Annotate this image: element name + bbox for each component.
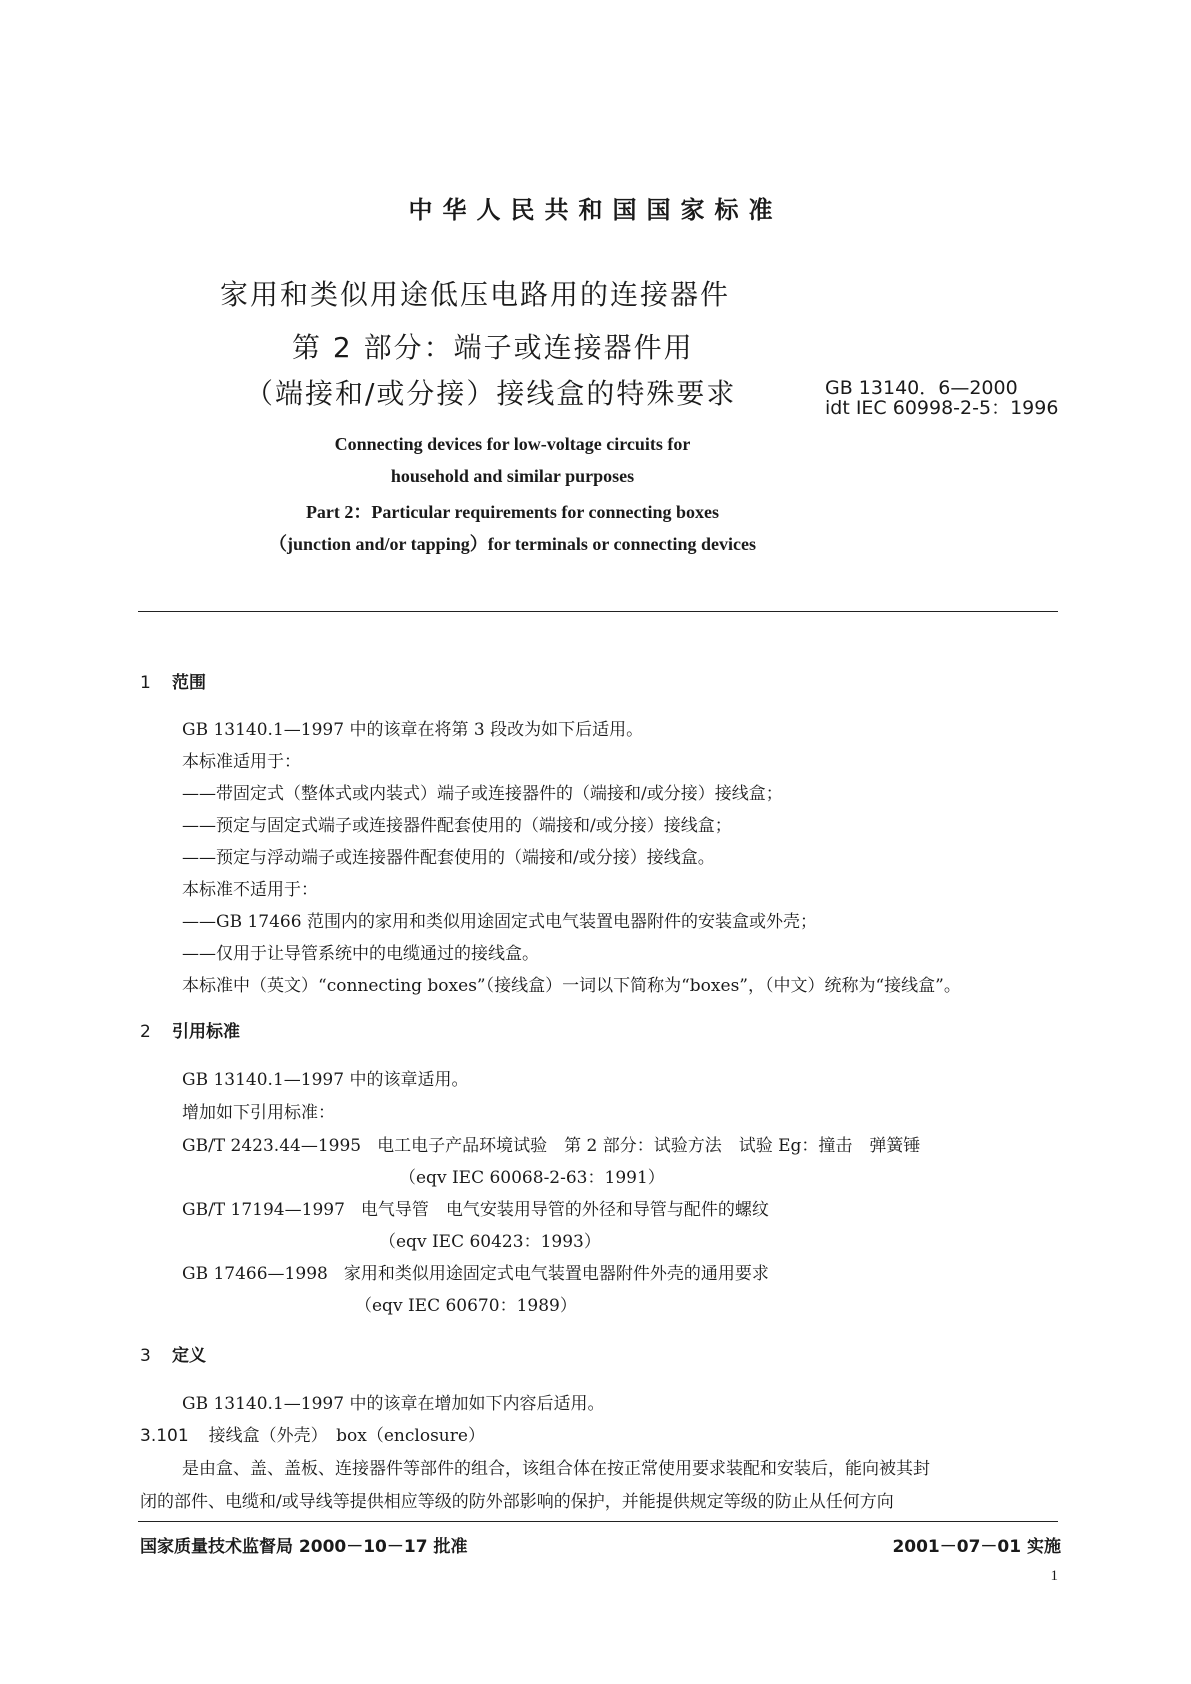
- reference-title: 电气导管 电气安装用导管的外径和导管与配件的螺纹: [360, 1200, 769, 1220]
- reference-eqv: （eqv IEC 60423：1993）: [379, 1232, 601, 1252]
- section-1-line: ——预定与浮动端子或连接器件配套使用的（端接和/或分接）接线盒。: [182, 848, 715, 868]
- chinese-title-line-1: 家用和类似用途低压电路用的连接器件: [220, 278, 731, 311]
- effective-date-statement: 2001－07－01 实施: [892, 1537, 1061, 1557]
- section-1-title: 范围: [172, 673, 206, 693]
- section-1-heading: [140, 668, 206, 693]
- definition-entry: [140, 1421, 485, 1446]
- section-1-line: ——GB 17466 范围内的家用和类似用途固定式电气装置电器附件的安装盒或外壳；: [182, 912, 817, 932]
- definition-term: 接线盒（外壳） box（enclosure）: [208, 1426, 485, 1446]
- footer-separator-rule: [138, 1521, 1058, 1522]
- definition-text-line: 闭的部件、电缆和/或导线等提供相应等级的防外部影响的保护，并能提供规定等级的防止从任何方向: [140, 1492, 894, 1512]
- english-title-line-4: （junction and/or tapping）for terminals or connecting devices: [268, 534, 756, 554]
- reference-code: GB/T 17194—1997: [182, 1200, 345, 1220]
- english-title-line-3: Part 2：Particular requirements for connecting boxes: [305, 502, 720, 522]
- section-2-intro: 增加如下引用标准：: [182, 1103, 335, 1123]
- section-3-title: 定义: [172, 1346, 206, 1366]
- section-2-title: 引用标准: [172, 1022, 240, 1042]
- section-2-heading: [140, 1017, 240, 1042]
- section-1-line: 本标准中（英文）“connecting boxes”（接线盒）一词以下简称为“boxes”，（中文）统称为“接线盒”。: [182, 976, 961, 996]
- english-title-line-1: Connecting devices for low-voltage circuits for: [334, 434, 691, 454]
- reference-eqv: （eqv IEC 60670：1989）: [355, 1296, 577, 1316]
- section-1-line: 本标准适用于：: [182, 752, 301, 772]
- title-separator-rule: [138, 611, 1058, 612]
- section-3-heading: [140, 1341, 206, 1366]
- section-1-line: ——预定与固定式端子或连接器件配套使用的（端接和/或分接）接线盒；: [182, 816, 732, 836]
- chinese-title-line-3: （端接和/或分接）接线盒的特殊要求: [245, 377, 737, 410]
- standard-code-block: [825, 378, 1058, 418]
- definition-number: 3.101: [140, 1426, 189, 1446]
- reference-entry: [182, 1131, 920, 1156]
- section-1-line: ——仅用于让导管系统中的电缆通过的接线盒。: [182, 944, 539, 964]
- reference-code: GB 17466—1998: [182, 1264, 328, 1284]
- standard-code-gb: GB 13140．6—2000: [825, 377, 1018, 399]
- approval-statement: 国家质量技术监督局 2000－10－17 批准: [140, 1537, 468, 1557]
- english-title-line-2: household and similar purposes: [390, 466, 635, 486]
- section-1-line: ——带固定式（整体式或内装式）端子或连接器件的（端接和/或分接）接线盒；: [182, 784, 783, 804]
- section-1-number: 1: [140, 673, 151, 693]
- section-1-line: GB 13140.1—1997 中的该章在将第 3 段改为如下后适用。: [182, 720, 644, 740]
- reference-entry: [182, 1259, 769, 1284]
- reference-title: 家用和类似用途固定式电气装置电器附件外壳的通用要求: [343, 1264, 769, 1284]
- section-3-intro: GB 13140.1—1997 中的该章在增加如下内容后适用。: [182, 1394, 605, 1414]
- chinese-title-line-2: 第 2 部分：端子或连接器件用: [292, 331, 694, 364]
- standard-code-idt: idt IEC 60998-2-5：1996: [825, 397, 1059, 419]
- reference-code: GB/T 2423.44—1995: [182, 1136, 362, 1156]
- reference-eqv: （eqv IEC 60068-2-63：1991）: [399, 1168, 665, 1188]
- reference-entry: [182, 1195, 769, 1220]
- section-1-line: 本标准不适用于：: [182, 880, 318, 900]
- definition-text-line: 是由盒、盖、盖板、连接器件等部件的组合，该组合体在按正常使用要求装配和安装后，能向被其封: [182, 1459, 930, 1479]
- section-3-number: 3: [140, 1346, 151, 1366]
- document-header-title: 中华人民共和国国家标准: [408, 196, 783, 224]
- reference-title: 电工电子产品环境试验 第 2 部分：试验方法 试验 Eg：撞击 弹簧锤: [377, 1136, 921, 1156]
- page-number: 1: [1050, 1568, 1058, 1584]
- section-2-number: 2: [140, 1022, 151, 1042]
- section-2-intro: GB 13140.1—1997 中的该章适用。: [182, 1070, 469, 1090]
